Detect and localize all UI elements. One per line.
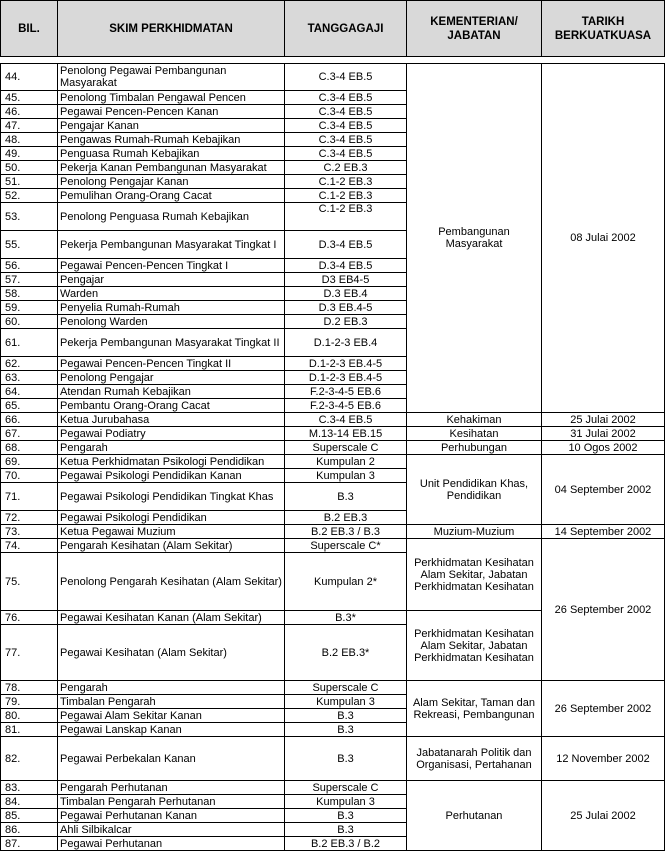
row-bil: 63. — [1, 371, 58, 385]
row-skim: Pegawai Perhutanan — [58, 837, 285, 851]
row-bil: 84. — [1, 795, 58, 809]
row-skim: Pengajar — [58, 273, 285, 287]
row-bil: 78. — [1, 681, 58, 695]
row-gaji: M.13-14 EB.15 — [285, 427, 407, 441]
row-skim: Timbalan Pengarah Perhutanan — [58, 795, 285, 809]
table-row — [1, 427, 665, 441]
row-skim: Timbalan Pengarah — [58, 695, 285, 709]
row-gaji: B.3 — [285, 823, 407, 837]
row-gaji: C.1-2 EB.3 — [285, 175, 407, 189]
row-skim: Pekerja Kanan Pembangunan Masyarakat — [58, 161, 285, 175]
row-skim: Pegawai Kesihatan Kanan (Alam Sekitar) — [58, 611, 285, 625]
row-bil: 72. — [1, 511, 58, 525]
kementerian-cell: Perhubungan — [407, 441, 542, 455]
row-gaji: B.2 EB.3 / B.3 — [285, 525, 407, 539]
row-skim: Pegawai Pencen-Pencen Tingkat II — [58, 357, 285, 371]
row-bil: 80. — [1, 709, 58, 723]
row-bil: 48. — [1, 133, 58, 147]
kementerian-cell: Perkhidmatan Kesihatan Alam Sekitar, Jabatan Perkhidmatan Kesihatan — [407, 611, 542, 681]
row-skim: Pekerja Pembangunan Masyarakat Tingkat II — [58, 329, 285, 357]
row-skim: Ketua Jurubahasa — [58, 413, 285, 427]
row-skim: Penolong Pengajar — [58, 371, 285, 385]
row-bil: 70. — [1, 469, 58, 483]
row-skim: Penolong Penguasa Rumah Kebajikan — [58, 203, 285, 231]
row-skim: Pegawai Perbekalan Kanan — [58, 737, 285, 781]
kementerian-cell: Kehakiman — [407, 413, 542, 427]
row-bil: 49. — [1, 147, 58, 161]
row-gaji: F.2-3-4-5 EB.6 — [285, 399, 407, 413]
row-bil: 86. — [1, 823, 58, 837]
row-gaji: Kumpulan 3 — [285, 469, 407, 483]
row-gaji: Kumpulan 3 — [285, 795, 407, 809]
row-skim: Penolong Timbalan Pengawal Pencen — [58, 91, 285, 105]
kementerian-cell: Muzium-Muzium — [407, 525, 542, 539]
row-gaji: B.3* — [285, 611, 407, 625]
row-gaji: Superscale C — [285, 781, 407, 795]
tarikh-cell: 31 Julai 2002 — [542, 427, 665, 441]
row-gaji: D.3-4 EB.5 — [285, 231, 407, 259]
tarikh-cell: 25 Julai 2002 — [542, 781, 665, 851]
row-bil: 69. — [1, 455, 58, 469]
row-gaji: Kumpulan 3 — [285, 695, 407, 709]
row-gaji: B.3 — [285, 737, 407, 781]
row-skim: Pengarah Perhutanan — [58, 781, 285, 795]
row-bil: 73. — [1, 525, 58, 539]
row-gaji: B.2 EB.3* — [285, 625, 407, 681]
row-gaji: C.3-4 EB.5 — [285, 119, 407, 133]
table-row — [1, 781, 665, 795]
row-bil: 55. — [1, 231, 58, 259]
tarikh-cell: 26 September 2002 — [542, 681, 665, 737]
row-gaji: B.2 EB.3 / B.2 — [285, 837, 407, 851]
row-gaji: D.1-2-3 EB.4-5 — [285, 357, 407, 371]
row-bil: 46. — [1, 105, 58, 119]
table-row — [1, 455, 665, 469]
tarikh-cell: 08 Julai 2002 — [542, 64, 665, 413]
row-gaji: C.3-4 EB.5 — [285, 413, 407, 427]
row-bil: 52. — [1, 189, 58, 203]
tarikh-cell: 10 Ogos 2002 — [542, 441, 665, 455]
row-gaji: Superscale C* — [285, 539, 407, 553]
row-gaji: B.3 — [285, 723, 407, 737]
row-bil: 50. — [1, 161, 58, 175]
kementerian-cell: Kesihatan — [407, 427, 542, 441]
row-bil: 66. — [1, 413, 58, 427]
tarikh-cell: 25 Julai 2002 — [542, 413, 665, 427]
kementerian-cell: Jabatanarah Politik dan Organisasi, Pertahanan — [407, 737, 542, 781]
row-bil: 71. — [1, 483, 58, 511]
row-skim: Penolong Pegawai Pembangunan Masyarakat — [58, 64, 285, 91]
row-skim: Pegawai Psikologi Pendidikan — [58, 511, 285, 525]
table-row — [1, 441, 665, 455]
table-row — [1, 539, 665, 553]
kementerian-cell: Perkhidmatan Kesihatan Alam Sekitar, Jabatan Perkhidmatan Kesihatan — [407, 539, 542, 611]
row-skim: Pegawai Lanskap Kanan — [58, 723, 285, 737]
row-bil: 44. — [1, 64, 58, 91]
row-bil: 45. — [1, 91, 58, 105]
row-gaji: Kumpulan 2 — [285, 455, 407, 469]
row-gaji: C.3-4 EB.5 — [285, 147, 407, 161]
row-skim: Atendan Rumah Kebajikan — [58, 385, 285, 399]
row-bil: 68. — [1, 441, 58, 455]
row-bil: 82. — [1, 737, 58, 781]
row-gaji: D.3 EB.4-5 — [285, 301, 407, 315]
row-gaji: C.1-2 EB.3 — [285, 203, 407, 231]
table-row — [1, 681, 665, 695]
row-bil: 59. — [1, 301, 58, 315]
row-gaji: D.1-2-3 EB.4 — [285, 329, 407, 357]
row-gaji: D.3-4 EB.5 — [285, 259, 407, 273]
row-gaji: Superscale C — [285, 441, 407, 455]
row-skim: Penyelia Rumah-Rumah — [58, 301, 285, 315]
row-bil: 65. — [1, 399, 58, 413]
row-gaji: D.1-2-3 EB.4-5 — [285, 371, 407, 385]
row-gaji: C.1-2 EB.3 — [285, 189, 407, 203]
row-gaji: D3 EB4-5 — [285, 273, 407, 287]
header-skim: SKIM PERKHIDMATAN — [58, 1, 285, 57]
row-bil: 57. — [1, 273, 58, 287]
row-skim: Pengawas Rumah-Rumah Kebajikan — [58, 133, 285, 147]
row-skim: Pemulihan Orang-Orang Cacat — [58, 189, 285, 203]
row-skim: Pengarah — [58, 681, 285, 695]
table-row — [1, 525, 665, 539]
row-skim: Pegawai Alam Sekitar Kanan — [58, 709, 285, 723]
kementerian-cell: Pembangunan Masyarakat — [407, 64, 542, 413]
row-skim: Pegawai Psikologi Pendidikan Kanan — [58, 469, 285, 483]
kementerian-cell: Alam Sekitar, Taman dan Rekreasi, Pembangunan — [407, 681, 542, 737]
row-bil: 87. — [1, 837, 58, 851]
row-bil: 58. — [1, 287, 58, 301]
row-skim: Pegawai Pencen-Pencen Kanan — [58, 105, 285, 119]
row-gaji: C.3-4 EB.5 — [285, 64, 407, 91]
row-bil: 51. — [1, 175, 58, 189]
row-skim: Pekerja Pembangunan Masyarakat Tingkat I — [58, 231, 285, 259]
row-bil: 64. — [1, 385, 58, 399]
kementerian-cell: Perhutanan — [407, 781, 542, 851]
row-gaji: B.2 EB.3 — [285, 511, 407, 525]
row-gaji: C.3-4 EB.5 — [285, 91, 407, 105]
row-skim: Ketua Perkhidmatan Psikologi Pendidikan — [58, 455, 285, 469]
row-skim: Ketua Pegawai Muzium — [58, 525, 285, 539]
kementerian-cell: Unit Pendidikan Khas, Pendidikan — [407, 455, 542, 525]
row-skim: Pegawai Kesihatan (Alam Sekitar) — [58, 625, 285, 681]
header-row — [1, 1, 665, 57]
row-skim: Pembantu Orang-Orang Cacat — [58, 399, 285, 413]
row-gaji: C.2 EB.3 — [285, 161, 407, 175]
row-gaji: Kumpulan 2* — [285, 553, 407, 611]
row-skim: Pengarah — [58, 441, 285, 455]
header-tanggagaji: TANGGAGAJI — [285, 1, 407, 57]
row-skim: Pegawai Pencen-Pencen Tingkat I — [58, 259, 285, 273]
row-bil: 76. — [1, 611, 58, 625]
tarikh-cell: 04 September 2002 — [542, 455, 665, 525]
row-gaji: Superscale C — [285, 681, 407, 695]
row-skim: Penguasa Rumah Kebajikan — [58, 147, 285, 161]
row-bil: 67. — [1, 427, 58, 441]
row-skim: Pegawai Psikologi Pendidikan Tingkat Khas — [58, 483, 285, 511]
tarikh-cell: 14 September 2002 — [542, 525, 665, 539]
row-bil: 77. — [1, 625, 58, 681]
row-skim: Pegawai Podiatry — [58, 427, 285, 441]
tarikh-cell: 12 November 2002 — [542, 737, 665, 781]
row-gaji: C.3-4 EB.5 — [285, 105, 407, 119]
row-gaji: B.3 — [285, 483, 407, 511]
row-bil: 60. — [1, 315, 58, 329]
row-skim: Pegawai Perhutanan Kanan — [58, 809, 285, 823]
table-row — [1, 64, 665, 91]
row-skim: Pengarah Kesihatan (Alam Sekitar) — [58, 539, 285, 553]
row-bil: 62. — [1, 357, 58, 371]
row-bil: 75. — [1, 553, 58, 611]
row-gaji: C.3-4 EB.5 — [285, 133, 407, 147]
header-tarikh: TARIKH BERKUATKUASA — [542, 1, 665, 57]
tarikh-cell: 26 September 2002 — [542, 539, 665, 681]
header-kementerian: KEMENTERIAN/ JABATAN — [407, 1, 542, 57]
row-skim: Penolong Warden — [58, 315, 285, 329]
row-gaji: D.2 EB.3 — [285, 315, 407, 329]
row-skim: Ahli Silbikalcar — [58, 823, 285, 837]
table-row — [1, 413, 665, 427]
row-bil: 85. — [1, 809, 58, 823]
row-bil: 53. — [1, 203, 58, 231]
header-bil: BIL. — [1, 1, 58, 57]
row-skim: Penolong Pengarah Kesihatan (Alam Sekitar) — [58, 553, 285, 611]
row-bil: 74. — [1, 539, 58, 553]
row-bil: 81. — [1, 723, 58, 737]
row-gaji: B.3 — [285, 809, 407, 823]
table-row — [1, 737, 665, 781]
row-bil: 56. — [1, 259, 58, 273]
row-skim: Penolong Pengajar Kanan — [58, 175, 285, 189]
row-skim: Warden — [58, 287, 285, 301]
row-bil: 83. — [1, 781, 58, 795]
row-skim: Pengajar Kanan — [58, 119, 285, 133]
row-gaji: F.2-3-4-5 EB.6 — [285, 385, 407, 399]
row-gaji: B.3 — [285, 709, 407, 723]
row-gaji: D.3 EB.4 — [285, 287, 407, 301]
row-bil: 47. — [1, 119, 58, 133]
row-bil: 61. — [1, 329, 58, 357]
row-bil: 79. — [1, 695, 58, 709]
